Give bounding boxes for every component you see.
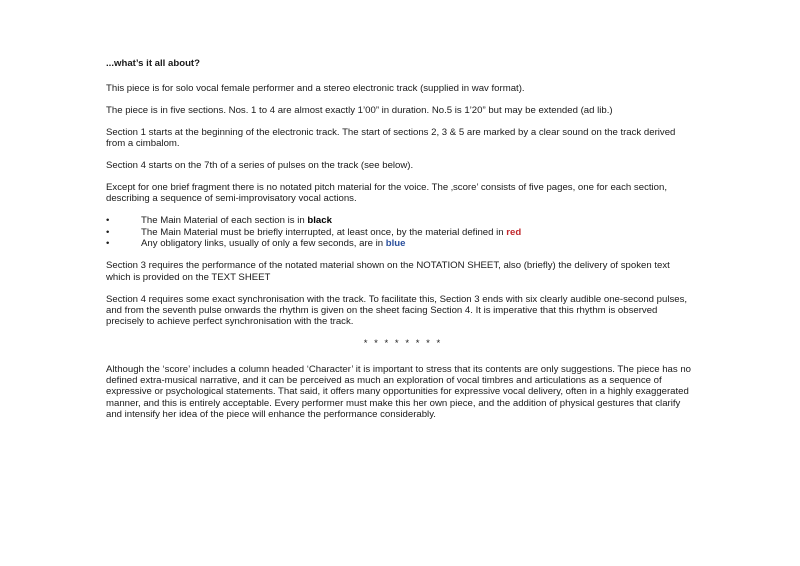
bullet-item-black xyxy=(106,215,696,227)
red-keyword: red xyxy=(506,226,522,238)
bullet-text: The Main Material of each section is in xyxy=(141,215,308,227)
bullet-text: The Main Material must be briefly interrupted, at least once, by the material defined in xyxy=(141,226,507,238)
section-3-paragraph: Section 3 requires the performance of the notated material shown on the NOTATION SHEET, also (briefly) the delivery of spoken text which is provided on the TEXT SHEET xyxy=(106,260,670,283)
intro-paragraph: This piece is for solo vocal female performer and a stereo electronic track (supplied in wav format). xyxy=(106,83,525,95)
document-page xyxy=(106,58,696,431)
bullet-text: Any obligatory links, usually of only a few seconds, are in xyxy=(141,238,386,250)
score-description-paragraph: Except for one brief fragment there is no notated pitch material for the voice. The ‚score’ consists of five pages, one for each section, describing a sequence of semi-improvisatory vocal actions. xyxy=(106,182,667,205)
section-4-sync-paragraph: Section 4 requires some exact synchronisation with the track. To facilitate this, Section 3 ends with six clearly audible one-second pulses, and from the seventh pulse onwards the rhythm is given on the sheet facing Section 4. It is imperative that this rhythm is observed precisely to achieve perfect synchronisation with the track. xyxy=(106,293,688,328)
blue-keyword: blue xyxy=(385,238,406,250)
bullet-item-blue xyxy=(106,238,696,250)
bullet-item-red xyxy=(106,227,696,239)
section-1-paragraph: Section 1 starts at the beginning of the electronic track. The start of sections 2, 3 & 5 are marked by a clear sound on the track derived from a cimbalom. xyxy=(106,127,676,150)
bullet-dot: • xyxy=(106,226,110,238)
page-heading: ...what’s it all about? xyxy=(106,58,200,69)
separator-stars: * * * * * * * * xyxy=(363,338,443,350)
bullet-dot: • xyxy=(106,238,110,250)
sections-paragraph: The piece is in five sections. Nos. 1 to 4 are almost exactly 1’00” in duration. No.5 is 1’20” but may be extended (ad lib.) xyxy=(106,105,613,117)
black-keyword: black xyxy=(307,215,332,227)
character-column-paragraph: Although the ‘score’ includes a column headed ‘Character’ it is important to stress that its contents are only suggestions. The piece has no defined extra-musical narrative, and it can be perceived as much an exploration of vocal timbres and articulations as a sequence of expressive or psychological statements. That said, it offers many opportunities for expressive vocal delivery, often in a highly exaggerated manner, and this is entirely acceptable. Every performer must make this her own piece, and the addition of physical gestures that clarify and intensify her idea of the piece will enhance the performance considerably. xyxy=(106,363,692,421)
section-4-start-paragraph: Section 4 starts on the 7th of a series of pulses on the track (see below). xyxy=(106,160,414,172)
material-bullet-list xyxy=(106,215,696,250)
bullet-dot: • xyxy=(106,215,110,227)
